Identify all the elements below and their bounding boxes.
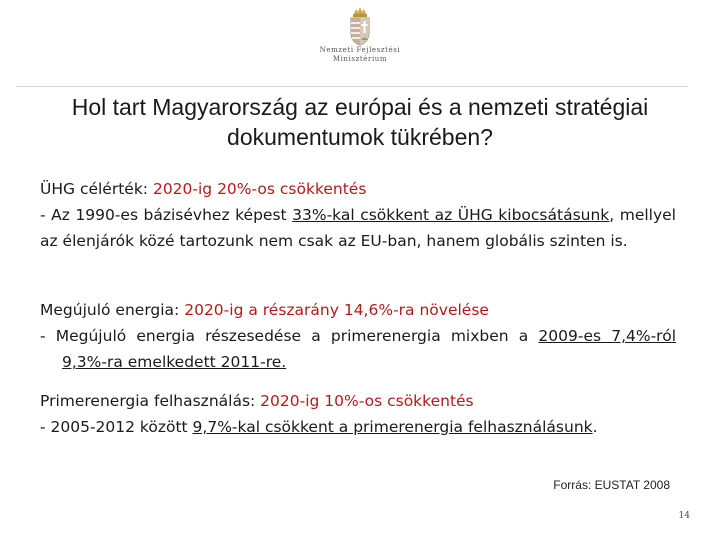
heading-label: ÜHG célérték: bbox=[40, 180, 153, 198]
body-prefix: - 2005-2012 között bbox=[40, 418, 193, 436]
heading-label: Megújuló energia: bbox=[40, 301, 185, 319]
heading-target: 2020-ig 10%-os csökkentés bbox=[260, 392, 474, 410]
section-primary-energy bbox=[40, 388, 676, 440]
heading-target: 2020-ig a részarány 14,6%-ra növelése bbox=[184, 301, 489, 319]
ministry-line-1: Nemzeti Fejlesztési bbox=[319, 46, 401, 54]
body-rest: . bbox=[592, 418, 598, 436]
ministry-line-2: Minisztérium bbox=[332, 55, 388, 63]
section-heading bbox=[40, 388, 676, 414]
page-number: 14 bbox=[678, 511, 690, 521]
section-body bbox=[40, 323, 676, 375]
section-ghg bbox=[40, 176, 676, 254]
section-heading bbox=[40, 176, 676, 202]
body-prefix: - Megújuló energia részesedése a primerenergia mixben a bbox=[40, 327, 539, 345]
title-line-2: dokumentumok tükrében? bbox=[227, 124, 493, 150]
body-prefix: - Az 1990-es bázisévhez képest bbox=[40, 206, 293, 224]
body-highlight: 33%-kal csökkent az ÜHG kibocsátásunk bbox=[292, 206, 610, 224]
section-body bbox=[40, 202, 676, 254]
section-heading bbox=[40, 297, 676, 323]
source-note: Forrás: EUSTAT 2008 bbox=[553, 478, 670, 492]
title-line-1: Hol tart Magyarország az európai és a nemzeti stratégiai bbox=[71, 94, 649, 120]
body-highlight: 2009-es 7,4%-ról 9,3%-ra emelkedett 2011-re. bbox=[62, 327, 676, 371]
body-rest: , mellyel az élenjárók közé tartozunk nem csak az EU-ban, hanem globális szinten is. bbox=[40, 206, 676, 250]
section-body bbox=[40, 414, 676, 440]
section-renewable bbox=[40, 297, 676, 375]
heading-target: 2020-ig 20%-os csökkentés bbox=[152, 180, 367, 198]
coat-of-arms-icon bbox=[347, 6, 373, 46]
header-divider bbox=[16, 86, 688, 87]
ministry-name bbox=[300, 46, 420, 64]
ministry-logo bbox=[300, 6, 420, 64]
body-highlight: 9,7%-kal csökkent a primerenergia felhasználásunk bbox=[192, 418, 593, 436]
page-title bbox=[0, 92, 720, 152]
heading-label: Primerenergia felhasználás: bbox=[40, 392, 261, 410]
